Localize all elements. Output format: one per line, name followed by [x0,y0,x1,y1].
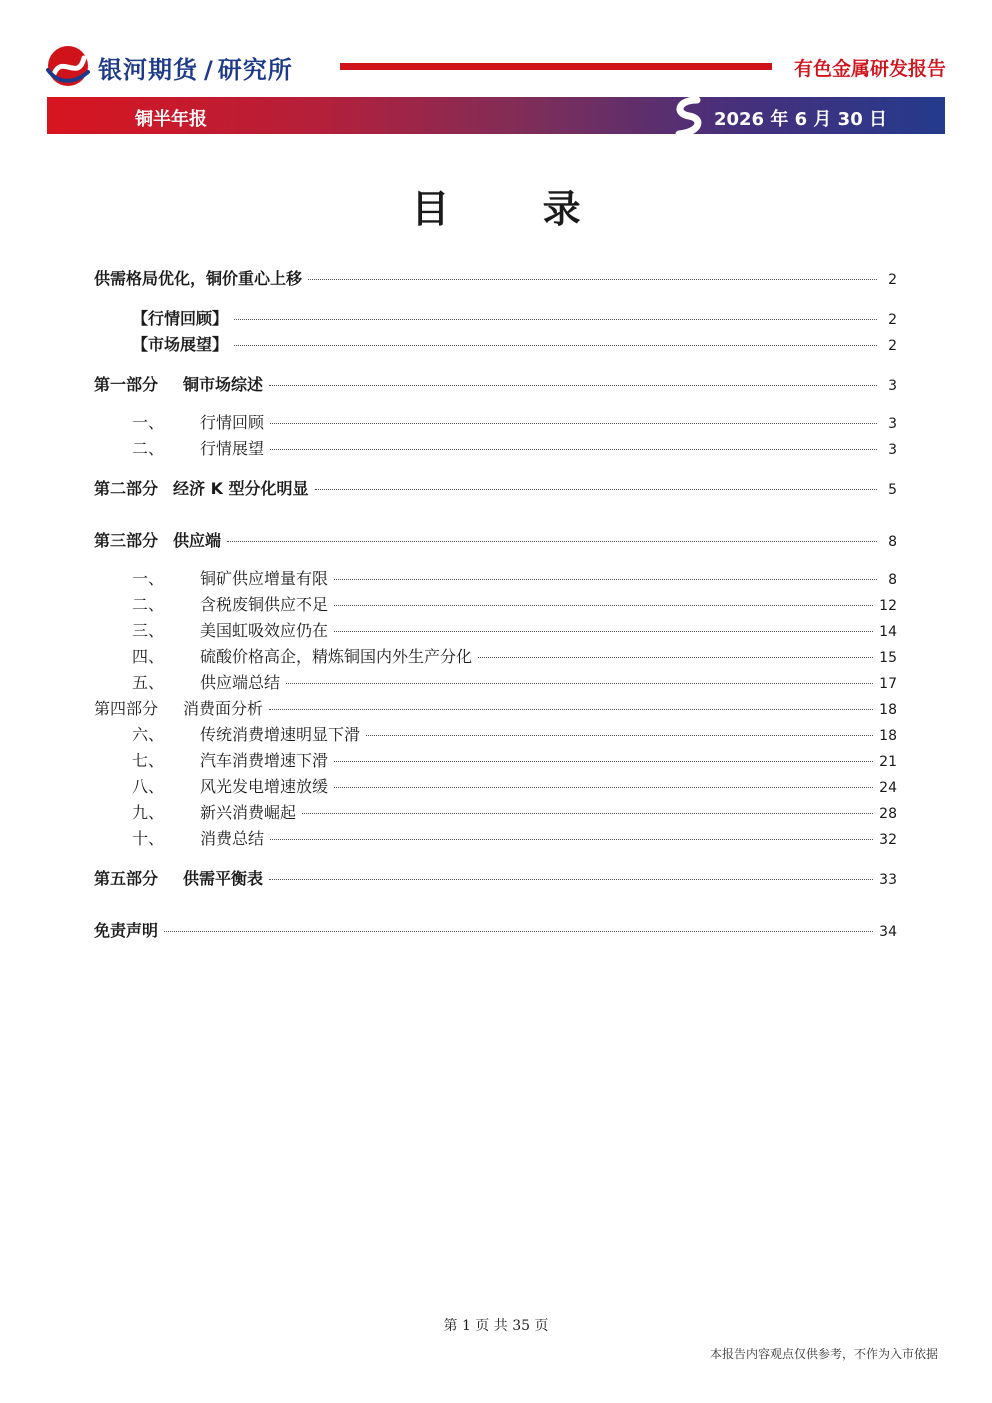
toc-entry-page: 2 [888,272,897,288]
toc-entry-number: 第二部分 [94,479,159,498]
toc-entry-label: 供应端总结 [200,673,281,692]
header-banner [47,97,945,134]
toc-dot-leader [308,279,877,280]
toc-entry-number: 二、 [132,439,165,458]
toc-dot-leader [270,423,877,424]
toc-dot-leader [227,541,877,542]
toc-entry-number: 七、 [132,751,165,770]
toc-entry[interactable] [132,618,897,642]
toc-dot-leader [269,879,873,880]
toc-entry-label: 风光发电增速放缓 [200,777,329,796]
toc-entry-page: 24 [879,780,897,796]
toc-entry-number: 第四部分 [94,699,159,718]
toc-entry-page: 3 [888,416,897,432]
toc-entry-label: 消费面分析 [183,699,264,718]
toc-dot-leader [164,931,873,932]
toc-dot-leader [234,345,877,346]
toc-entry-page: 18 [879,728,897,744]
toc-dot-leader [234,319,877,320]
toc-entry-page: 2 [888,312,897,328]
toc-entry[interactable] [94,372,897,396]
banner-date: 2026 年 6 月 30 日 [713,109,887,130]
toc-dot-leader [270,839,873,840]
toc-entry[interactable] [132,436,897,460]
toc-entry[interactable] [132,826,897,850]
toc-entry-label: 硫酸价格高企，精炼铜国内外生产分化 [200,647,473,666]
toc-entry-number: 五、 [132,673,165,692]
swoosh-icon [667,96,711,136]
toc-entry-number: 第一部分 [94,375,159,394]
toc-dot-leader [334,787,873,788]
toc-entry-number: 二、 [132,595,165,614]
toc-entry-label: 汽车消费增速下滑 [200,751,329,770]
toc-entry[interactable] [94,266,897,290]
toc-entry[interactable] [94,528,897,552]
toc-entry-page: 33 [879,872,897,888]
toc-dot-leader [302,813,873,814]
toc-entry-page: 28 [879,806,897,822]
toc-entry-label: 新兴消费崛起 [200,803,297,822]
toc-entry-page: 14 [879,624,897,640]
toc-entry-label: 供需格局优化，铜价重心上移 [94,269,303,288]
toc-entry-label: 【行情回顾】 [132,309,229,328]
toc-entry-number: 六、 [132,725,165,744]
report-type: 有色金属研发报告 [793,58,946,80]
toc-entry[interactable] [132,774,897,798]
toc-entry-label: 供应端 [173,531,222,550]
toc-entry-page: 18 [879,702,897,718]
brand-dept: 研究所 [217,56,293,84]
page-number: 第 1 页 共 35 页 [443,1318,549,1334]
toc-entry[interactable] [132,306,897,330]
toc-entry-label: 免责声明 [94,921,159,940]
banner-report-name: 铜半年报 [135,109,207,130]
toc-entry-label: 行情回顾 [200,413,265,432]
toc-entry-page: 8 [888,534,897,550]
toc-entry-label: 行情展望 [200,439,265,458]
toc-dot-leader [478,657,873,658]
toc-entry-page: 5 [888,482,897,498]
toc-entry-label: 美国虹吸效应仍在 [200,621,329,640]
toc-entry-number: 第五部分 [94,869,159,888]
toc-entry-label: 供需平衡表 [183,869,264,888]
toc-entry-page: 15 [879,650,897,666]
toc-entry-page: 12 [879,598,897,614]
toc-dot-leader [269,385,877,386]
toc-dot-leader [334,761,873,762]
toc-entry-label: 【市场展望】 [132,335,229,354]
galaxy-logo-icon [44,44,92,88]
toc-entry-page: 3 [888,378,897,394]
toc-entry-label: 铜市场综述 [183,375,264,394]
toc-entry[interactable] [132,592,897,616]
toc-entry-number: 一、 [132,569,165,588]
toc-entry[interactable] [132,644,897,668]
toc-entry[interactable] [132,410,897,434]
toc-entry[interactable] [94,866,897,890]
toc-entry-number: 九、 [132,803,165,822]
toc-entry-label: 消费总结 [200,829,265,848]
brand-title [98,50,293,85]
toc-entry-page: 8 [888,572,897,588]
toc-entry-page: 17 [879,676,897,692]
toc-entry-number: 十、 [132,829,165,848]
toc-entry[interactable] [132,670,897,694]
toc-entry-label: 铜矿供应增量有限 [200,569,329,588]
toc-entry-label: 经济 K 型分化明显 [173,479,309,498]
toc-dot-leader [366,735,873,736]
toc-entry-label: 含税废铜供应不足 [200,595,329,614]
brand-name: 银河期货 [98,56,198,84]
toc-dot-leader [334,605,873,606]
toc-entry[interactable] [94,918,897,942]
toc-dot-leader [334,579,877,580]
toc-entry-page: 32 [879,832,897,848]
toc-entry[interactable] [132,332,897,356]
toc-entry-number: 一、 [132,413,165,432]
toc-entry-page: 3 [888,442,897,458]
toc-dot-leader [269,709,873,710]
toc-dot-leader [315,489,877,490]
toc-entry[interactable] [132,748,897,772]
toc-entry-label: 传统消费增速明显下滑 [200,725,361,744]
toc-entry-number: 三、 [132,621,165,640]
toc-entry[interactable] [132,800,897,824]
toc-entry-number: 四、 [132,647,165,666]
toc-entry-page: 2 [888,338,897,354]
toc-title: 目 录 [411,187,621,231]
footer-disclaimer: 本报告内容观点仅供参考，不作为入市依据 [709,1347,938,1361]
toc-dot-leader [270,449,877,450]
toc-entry-number: 八、 [132,777,165,796]
toc-entry[interactable] [94,476,897,500]
toc-entry[interactable] [132,566,897,590]
header-rule [340,63,772,70]
toc-dot-leader [286,683,873,684]
toc-entry[interactable] [132,722,897,746]
toc-entry-page: 21 [879,754,897,770]
toc-dot-leader [334,631,873,632]
brand-slash: / [204,56,214,84]
toc-entry-number: 第三部分 [94,531,159,550]
toc-entry[interactable] [94,696,897,720]
toc-entry-page: 34 [879,924,897,940]
